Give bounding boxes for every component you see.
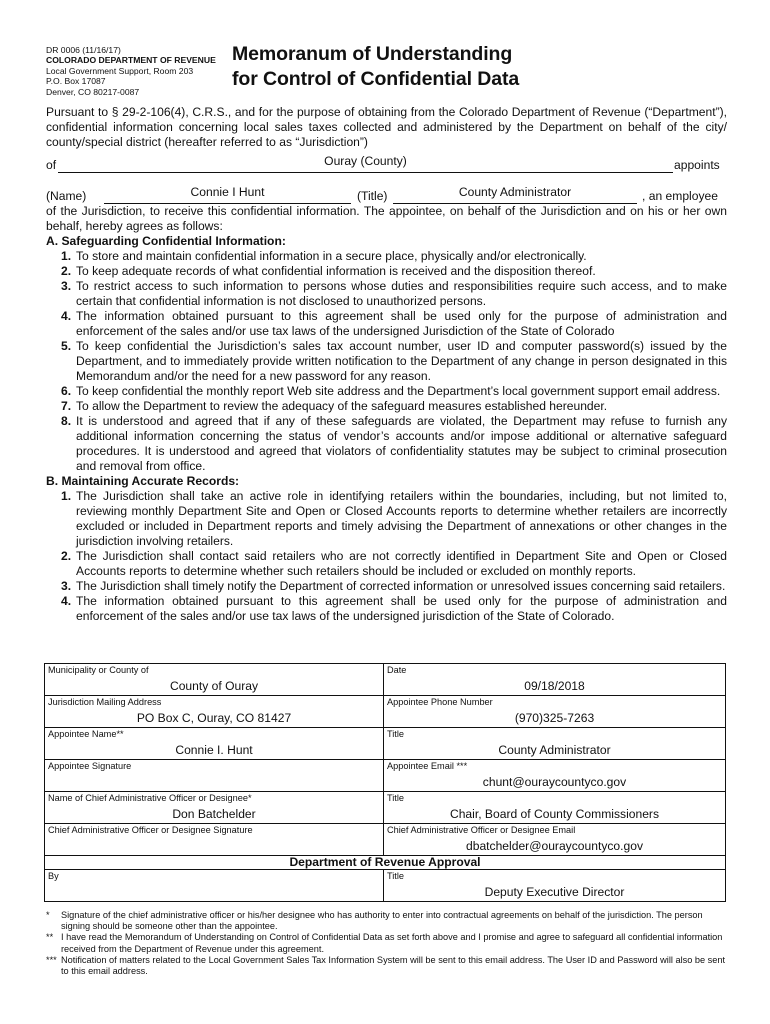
table-row bbox=[45, 792, 726, 824]
signature-form-table bbox=[44, 663, 726, 902]
intro-continuation: of the Jurisdiction, to receive this confidential information. The appointee, on behalf of the Jurisdiction and on his or her own behalf, hereby agrees as follows: bbox=[46, 204, 727, 233]
header-block bbox=[46, 45, 216, 97]
section-b-heading: B. Maintaining Accurate Records: bbox=[46, 474, 240, 488]
address-line-3: Denver, CO 80217-0087 bbox=[46, 86, 140, 97]
table-row bbox=[45, 728, 726, 760]
title-field[interactable] bbox=[393, 185, 637, 204]
section-a-list bbox=[46, 249, 727, 474]
document-title bbox=[232, 42, 519, 92]
section-b-list bbox=[46, 489, 727, 624]
department-name: COLORADO DEPARTMENT OF REVENUE bbox=[46, 55, 216, 66]
chief-officer-email-field[interactable]: Chief Administrative Officer or Designee Email dbatchelder@ouraycountyco.gov bbox=[384, 824, 726, 856]
chief-officer-title-field[interactable]: Title Chair, Board of County Commissioners bbox=[384, 792, 726, 824]
mailing-address-field[interactable]: Jurisdiction Mailing Address PO Box C, Ouray, CO 81427 bbox=[45, 696, 384, 728]
section-a-heading: A. Safeguarding Confidential Information: bbox=[46, 234, 286, 248]
approval-by-field[interactable]: By bbox=[45, 870, 384, 902]
footnote: ** I have read the Memorandum of Understanding on Control of Confidential Data as set forth above and I promise and agree to safeguard all confidential information received from the Department of Revenue under this agreement. bbox=[46, 932, 723, 954]
chief-officer-signature-field[interactable]: Chief Administrative Officer or Designee Signature bbox=[45, 824, 384, 856]
list-item: 2. The Jurisdiction shall contact said retailers who are not correctly identified in Department Site and Open or Closed Accounts reports to determine whether such retailers should be included or excluded on monthly reports. bbox=[61, 549, 727, 578]
address-line-2: P.O. Box 17087 bbox=[46, 76, 106, 87]
appointee-phone-field[interactable]: Appointee Phone Number (970)325-7263 bbox=[384, 696, 726, 728]
title-value: County Administrator bbox=[458, 185, 572, 199]
table-row bbox=[45, 760, 726, 792]
appointee-email-field[interactable]: Appointee Email *** chunt@ouraycountyco.gov bbox=[384, 760, 726, 792]
footnotes bbox=[46, 910, 726, 977]
list-item: 3. To restrict access to such information to persons whose duties and responsibilities require such access, and to make certain that confidential information is not disclosed to unauthorized persons. bbox=[61, 279, 727, 308]
list-item: 8. It is understood and agreed that if any of these safeguards are violated, the Department may refuse to furnish any additional information concerning the status of vendor’s accounts and/or impose additional or alternative safeguard procedures. It is understood and agreed that violators of confidentiality statutes may be subject to criminal prosecution and removal from office. bbox=[61, 414, 727, 473]
date-field[interactable]: Date 09/18/2018 bbox=[384, 664, 726, 696]
appointee-name-field[interactable]: Appointee Name** Connie I. Hunt bbox=[45, 728, 384, 760]
title-line-1: Memoranum of Understanding bbox=[232, 43, 513, 65]
of-label: of bbox=[46, 158, 57, 172]
list-item: 6. To keep confidential the monthly report Web site address and the Department’s local government support email address. bbox=[61, 384, 721, 398]
document-body bbox=[46, 105, 727, 624]
table-row bbox=[45, 824, 726, 856]
approval-title-field[interactable]: Title Deputy Executive Director bbox=[384, 870, 726, 902]
jurisdiction-value: Ouray (County) bbox=[324, 154, 407, 168]
name-field[interactable] bbox=[104, 185, 351, 204]
jurisdiction-row bbox=[46, 154, 727, 173]
name-value: Connie I Hunt bbox=[190, 185, 265, 199]
list-item: 4. The information obtained pursuant to this agreement shall be used only for the purpose of administration and enforcement of the sales and/or use tax laws of the undersigned jurisdiction of the State of Colorado. bbox=[61, 594, 727, 623]
municipality-field[interactable]: Municipality or County of County of Ouray bbox=[45, 664, 384, 696]
appointee-title-field[interactable]: Title County Administrator bbox=[384, 728, 726, 760]
footnote: * Signature of the chief administrative officer or his/her designee who has authority to enter into contractual agreements on behalf of the jurisdiction. The person signing should be someone other than the appointee. bbox=[46, 910, 703, 932]
table-row bbox=[45, 870, 726, 902]
address-line-1: Local Government Support, Room 203 bbox=[46, 65, 194, 76]
list-item: 7. To allow the Department to review the adequacy of the safeguard measures established hereunder. bbox=[61, 399, 608, 413]
footnote: *** Notification of matters related to the Local Government Sales Tax Information System will be sent to this email address. The User ID and Password will also be sent to this email address. bbox=[46, 954, 726, 977]
chief-officer-name-field[interactable]: Name of Chief Administrative Officer or Designee* Don Batchelder bbox=[45, 792, 384, 824]
appointee-row bbox=[46, 185, 727, 204]
table-row bbox=[45, 664, 726, 696]
intro-paragraph: Pursuant to § 29-2-106(4), C.R.S., and for the purpose of obtaining from the Colorado Department of Revenue (“Department”), confidential information concerning local sales taxes collected and administered by the Department on behalf of the city/ county/special district (hereafter referred to as “Jurisdiction”) bbox=[46, 105, 727, 149]
appointee-signature-field[interactable]: Appointee Signature bbox=[45, 760, 384, 792]
title-label: (Title) bbox=[357, 189, 388, 203]
table-row bbox=[45, 696, 726, 728]
title-line-2: for Control of Confidential Data bbox=[232, 68, 520, 90]
list-item: 5. To keep confidential the Jurisdiction’s sales tax account number, user ID and computer password(s) issued by the Department, and to immediately provide written notification to the Department of any change in person designated in this Memorandum and/or the need for a new password for any reason. bbox=[61, 339, 727, 383]
name-label: (Name) bbox=[46, 189, 87, 203]
list-item: 3. The Jurisdiction shall timely notify the Department of corrected information or unresolved issues concerning said retailers. bbox=[61, 579, 726, 593]
appoints-label: appoints bbox=[674, 158, 720, 172]
employee-label: , an employee bbox=[642, 189, 718, 203]
list-item: 4. The information obtained pursuant to this agreement shall be used only for the purpose of administration and enforcement of the sales and/or use tax laws of the undersigned Jurisdiction of the State of Colorado bbox=[61, 309, 727, 338]
list-item: 1. To store and maintain confidential information in a secure place, physically and/or electronically. bbox=[61, 249, 587, 263]
jurisdiction-field[interactable] bbox=[58, 154, 673, 173]
list-item: 1. The Jurisdiction shall take an active role in identifying retailers within the boundaries, including, but not limited to, reviewing monthly Department Site and Open or Closed Accounts reports to determine whether retailers are incorrectly excluded or included in Department reports and timely advising the Department of annexations or other changes in the jurisdiction involving retailers. bbox=[61, 489, 727, 548]
form-id: DR 0006 (11/16/17) bbox=[46, 45, 121, 55]
list-item: 2. To keep adequate records of what confidential information is received and the disposition thereof. bbox=[61, 264, 596, 278]
approval-heading-row bbox=[45, 856, 726, 870]
approval-heading: Department of Revenue Approval bbox=[45, 856, 726, 870]
